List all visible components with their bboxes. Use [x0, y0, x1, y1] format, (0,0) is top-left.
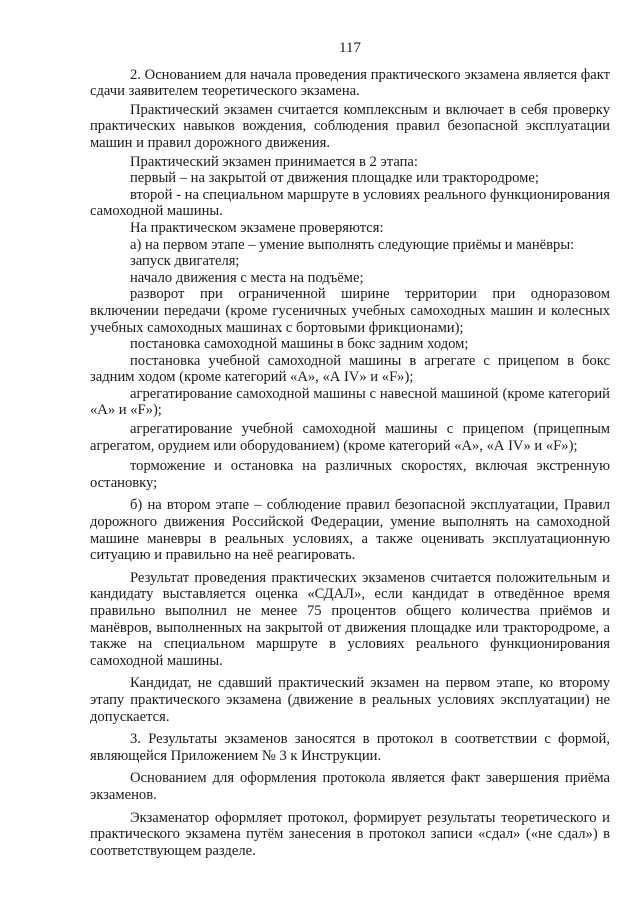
paragraph: Основанием для оформления протокола является факт завершения приёма экзаменов.: [90, 770, 610, 803]
paragraph: постановка самоходной машины в бокс задним ходом;: [130, 336, 469, 353]
paragraph: Кандидат, не сдавший практический экзамен на первом этапе, ко второму этапу практического экзамена (движение в реальных условиях эксплуатации) не допускается.: [90, 675, 610, 725]
paragraph: первый – на закрытой от движения площадке или трактородроме;: [130, 170, 539, 187]
document-body: [90, 67, 610, 860]
paragraph: а) на первом этапе – умение выполнять следующие приёмы и манёвры:: [130, 236, 575, 253]
paragraph: Практический экзамен принимается в 2 этапа:: [130, 153, 418, 170]
paragraph: запуск двигателя;: [130, 253, 240, 270]
paragraph: агрегатирование учебной самоходной машины с прицепом (прицепным агрегатом, орудием или оборудованием) (кроме категорий «А», «А IV» и «F»);: [90, 421, 610, 454]
paragraph: На практическом экзамене проверяются:: [130, 219, 384, 236]
paragraph: Практический экзамен считается комплексным и включает в себя проверку практических навыков вождения, соблюдения правил безопасной эксплуатации машин и правил дорожного движения.: [90, 101, 610, 151]
paragraph: агрегатирование самоходной машины с навесной машиной (кроме категорий «А» и «F»);: [90, 385, 610, 419]
paragraph: начало движения с места на подъёме;: [130, 269, 364, 286]
document-page: [90, 40, 610, 859]
page-number: 117: [339, 40, 361, 56]
paragraph: б) на втором этапе – соблюдение правил безопасной эксплуатации, Правил дорожного движения Российской Федерации, умение выполнять на самоходной машине маневры в реальных условиях, а также оценивать эксплуатационную ситуацию и правильно на неё реагировать.: [90, 497, 610, 564]
paragraph: Результат проведения практических экзаменов считается положительным и кандидату выставляется оценка «СДАЛ», если кандидат в отведённое время правильно выполнил не менее 75 процентов общего количества приёмов и манёвров, выполненных на закрытой от движения площадке или трактородроме, а также на специальном маршруте в условиях реального функционирования самоходной машины.: [90, 569, 610, 669]
paragraph: 2. Основанием для начала проведения практического экзамена является факт сдачи заявителем теоретического экзамена.: [90, 66, 610, 100]
paragraph: разворот при ограниченной ширине территории при одноразовом включении передачи (кроме гусеничных учебных самоходных машин и колесных учебных самоходных машинах с бортовыми фрикционами);: [90, 286, 610, 336]
paragraph: Экзаменатор оформляет протокол, формирует результаты теоретического и практического экзамена путём занесения в протокол записи «сдал» («не сдал») в соответствующем разделе.: [90, 809, 610, 859]
paragraph: постановка учебной самоходной машины в агрегате с прицепом в бокс задним ходом (кроме категорий «А», «А IV» и «F»);: [90, 352, 610, 386]
paragraph: 3. Результаты экзаменов заносятся в протокол в соответствии с формой, являющейся Приложением № 3 к Инструкции.: [90, 731, 610, 764]
paragraph: второй - на специальном маршруте в условиях реального функционирования самоходной машины.: [90, 186, 610, 220]
paragraph: торможение и остановка на различных скоростях, включая экстренную остановку;: [90, 458, 610, 491]
